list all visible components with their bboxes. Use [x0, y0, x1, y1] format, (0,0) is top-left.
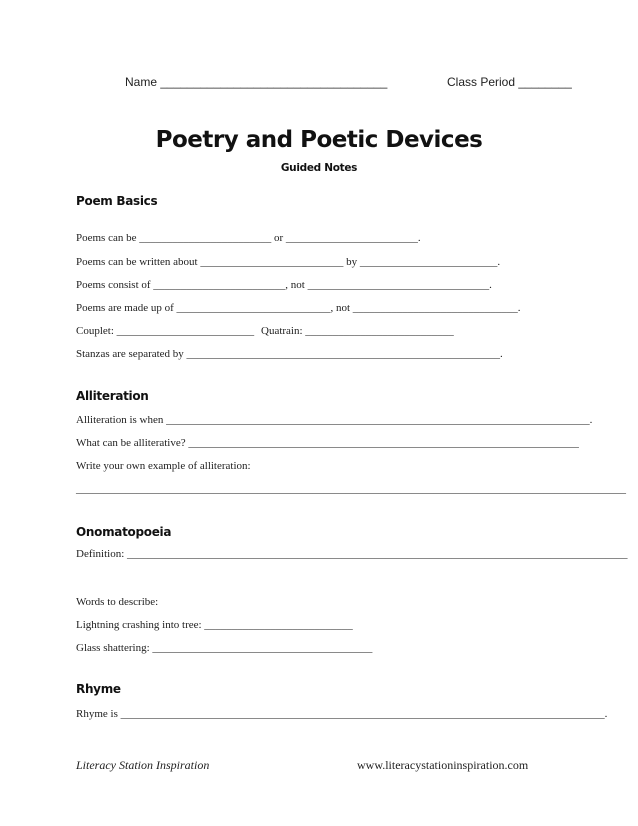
basics-line-3: Poems consist of ________________________, not _________________________________.	[76, 279, 492, 291]
alliteration-line-2: What can be alliterative? _______________________________________________________________________	[76, 437, 579, 449]
basics-line-2: Poems can be written about __________________________ by _________________________.	[76, 256, 501, 268]
alliteration-line-3: Write your own example of alliteration:	[76, 460, 251, 472]
footer-website: www.literacystationinspiration.com	[357, 758, 529, 772]
basics-line-1: Poems can be ________________________ or ________________________.	[76, 232, 421, 244]
rhyme-line-1: Rhyme is ________________________________________________________________________________________.	[76, 708, 608, 720]
onomatopoeia-line-2: Words to describe:	[76, 596, 159, 608]
section-heading-rhyme: Rhyme	[76, 682, 121, 696]
section-heading-onomatopoeia: Onomatopoeia	[76, 525, 172, 539]
name-field-label: Name __________________________________	[125, 75, 388, 89]
couplet-line: Couplet: _________________________	[76, 325, 255, 337]
onomatopoeia-line-3: Lightning crashing into tree: ___________________________	[76, 619, 353, 631]
section-heading-alliteration: Alliteration	[76, 389, 149, 403]
onomatopoeia-line-1: Definition: ___________________________________________________________________________________________	[76, 548, 628, 560]
footer-brand: Literacy Station Inspiration	[76, 758, 210, 772]
alliteration-line-4: ____________________________________________________________________________________________________	[76, 483, 626, 495]
onomatopoeia-line-4: Glass shattering: ________________________________________	[76, 642, 373, 654]
page-subtitle: Guided Notes	[280, 162, 358, 174]
section-heading-poem-basics: Poem Basics	[76, 194, 158, 208]
class-period-field-label: Class Period ________	[447, 75, 572, 89]
basics-line-4: Poems are made up of ____________________________, not ______________________________.	[76, 302, 521, 314]
quatrain-line: Quatrain: ___________________________	[261, 325, 454, 337]
alliteration-line-1: Alliteration is when _____________________________________________________________________________.	[76, 414, 593, 426]
basics-line-stanzas: Stanzas are separated by _________________________________________________________.	[76, 348, 503, 360]
page-title: Poetry and Poetic Devices	[155, 127, 483, 153]
